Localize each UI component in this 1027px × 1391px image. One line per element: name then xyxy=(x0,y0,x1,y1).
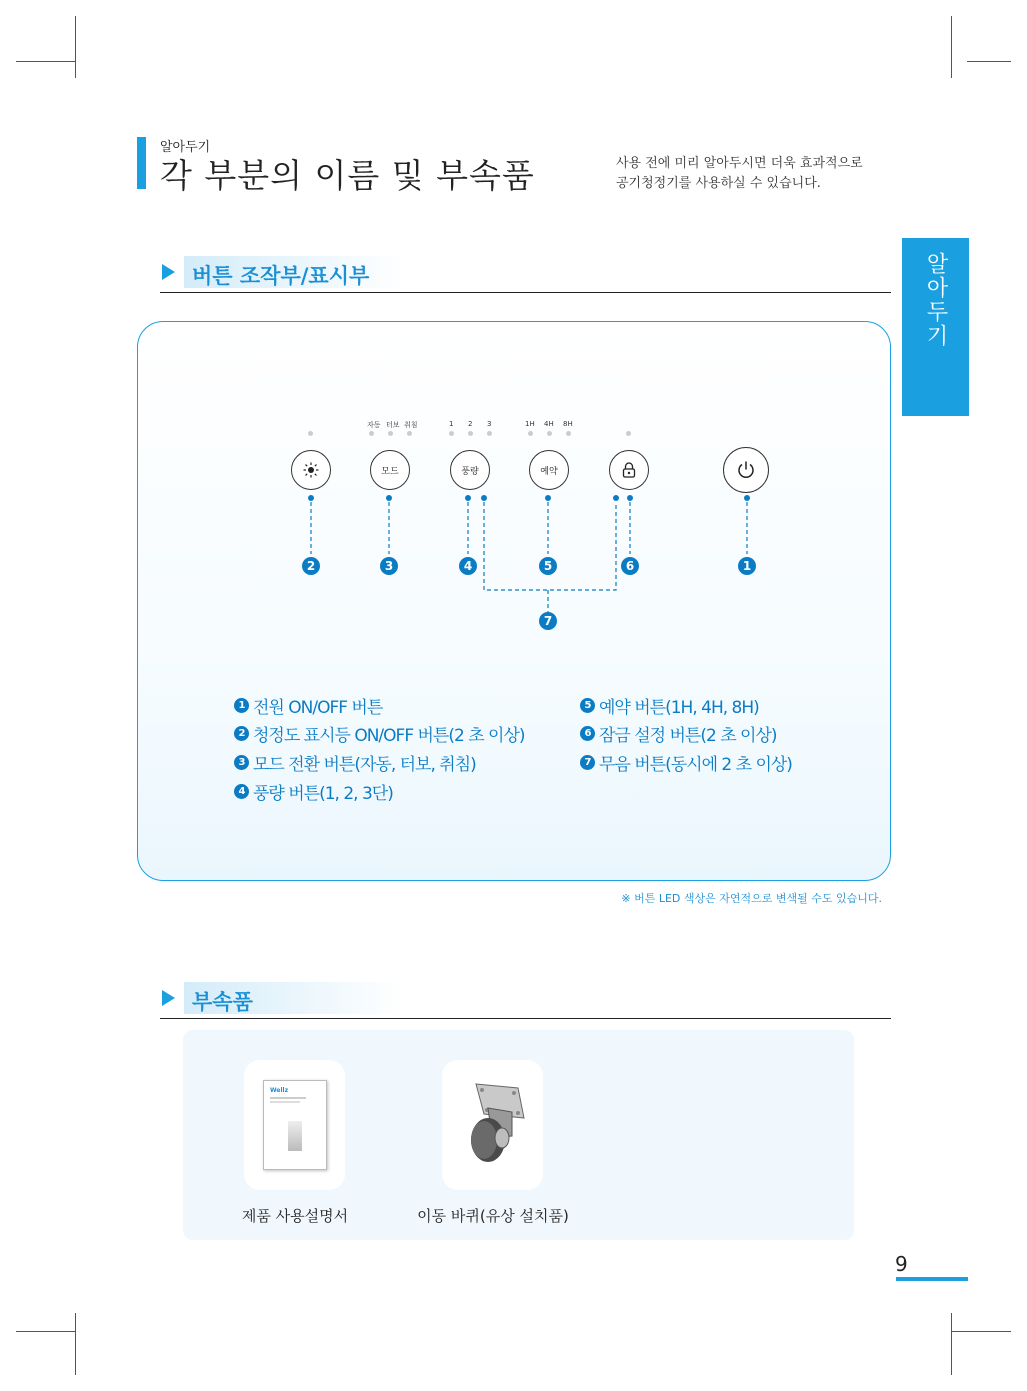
led-label: 터보 xyxy=(386,421,400,429)
section-heading-accessories xyxy=(160,978,891,1019)
side-tab[interactable] xyxy=(902,238,969,416)
callout-number: 3 xyxy=(380,557,398,575)
crop-mark xyxy=(16,1331,76,1332)
legend-item xyxy=(580,693,759,718)
led-label: 2 xyxy=(468,420,473,428)
led-color-note: ※ 버튼 LED 색상은 자연적으로 변색될 수도 있습니다. xyxy=(621,892,882,905)
description-line: 사용 전에 미리 알아두시면 더욱 효과적으로 xyxy=(616,156,863,171)
mode-button[interactable]: 모드 xyxy=(370,450,410,490)
crop-mark xyxy=(951,1313,952,1375)
purifier-illustration xyxy=(288,1121,302,1151)
crop-mark xyxy=(16,61,76,62)
callout-leader-lines xyxy=(138,322,890,652)
legend-text: 전원 ON/OFF 버튼 xyxy=(253,698,383,718)
legend-text: 잠금 설정 버튼(2 초 이상) xyxy=(599,726,777,746)
legend-number: 7 xyxy=(580,755,595,770)
led-label: 취침 xyxy=(404,421,418,429)
crop-mark xyxy=(951,1331,1011,1332)
crop-mark xyxy=(951,16,952,78)
callout-number: 2 xyxy=(302,557,320,575)
led-label: 4H xyxy=(544,420,554,428)
page-title: 각 부분의 이름 및 부속품 xyxy=(160,156,535,195)
legend-number: 2 xyxy=(234,726,249,741)
legend-number: 3 xyxy=(234,755,249,770)
manual-brand: Wellz xyxy=(270,1087,289,1094)
led-label: 1 xyxy=(449,420,454,428)
caster-thumbnail xyxy=(442,1060,543,1190)
title-accent-bar xyxy=(137,137,146,189)
callout-number: 7 xyxy=(539,612,557,630)
legend-item xyxy=(580,721,777,746)
callout-number: 4 xyxy=(459,557,477,575)
triangle-icon xyxy=(162,990,175,1006)
callout-number: 5 xyxy=(539,557,557,575)
section-heading-text: 부속품 xyxy=(192,990,253,1014)
accessories-panel xyxy=(183,1030,854,1240)
led-label: 3 xyxy=(487,420,492,428)
legend-number: 1 xyxy=(234,698,249,713)
led-label: 자동 xyxy=(367,421,381,429)
legend-item xyxy=(234,750,476,775)
side-tab-label: 알아두기 xyxy=(923,252,948,348)
manual-thumbnail xyxy=(244,1060,345,1190)
legend-text: 모드 전환 버튼(자동, 터보, 취침) xyxy=(253,755,476,775)
legend-number: 6 xyxy=(580,726,595,741)
page-description xyxy=(616,154,896,194)
led-label: 1H xyxy=(525,420,535,428)
fan-speed-button[interactable]: 풍량 xyxy=(450,450,490,490)
legend-item xyxy=(234,693,382,718)
legend-item xyxy=(580,750,792,775)
timer-button[interactable]: 예약 xyxy=(529,450,569,490)
crop-mark xyxy=(75,1313,76,1375)
control-panel-diagram xyxy=(137,321,891,881)
legend-item xyxy=(234,721,525,746)
page-number: 9 xyxy=(895,1252,908,1276)
legend-number: 5 xyxy=(580,698,595,713)
caster-wheel-icon xyxy=(454,1078,532,1170)
legend-text: 무음 버튼(동시에 2 초 이상) xyxy=(599,755,792,775)
section-heading-controls xyxy=(160,252,891,293)
legend-item xyxy=(234,779,393,804)
legend-number: 4 xyxy=(234,784,249,799)
section-label: 알아두기 xyxy=(160,140,211,155)
section-heading-text: 버튼 조작부/표시부 xyxy=(192,264,370,288)
crop-mark xyxy=(75,16,76,78)
page-number-underline xyxy=(896,1277,968,1281)
legend-text: 풍량 버튼(1, 2, 3단) xyxy=(253,784,393,804)
crop-mark xyxy=(967,61,1011,62)
callout-number: 1 xyxy=(738,557,756,575)
accessory-label: 이동 바퀴(유상 설치품) xyxy=(417,1207,569,1225)
callout-number: 6 xyxy=(621,557,639,575)
accessory-label: 제품 사용설명서 xyxy=(241,1207,349,1225)
led-label: 8H xyxy=(563,420,573,428)
triangle-icon xyxy=(162,264,175,280)
description-line: 공기청정기를 사용하실 수 있습니다. xyxy=(616,176,821,191)
legend-text: 예약 버튼(1H, 4H, 8H) xyxy=(599,698,759,718)
manual-cover xyxy=(263,1080,327,1170)
legend-text: 청정도 표시등 ON/OFF 버튼(2 초 이상) xyxy=(253,726,525,746)
